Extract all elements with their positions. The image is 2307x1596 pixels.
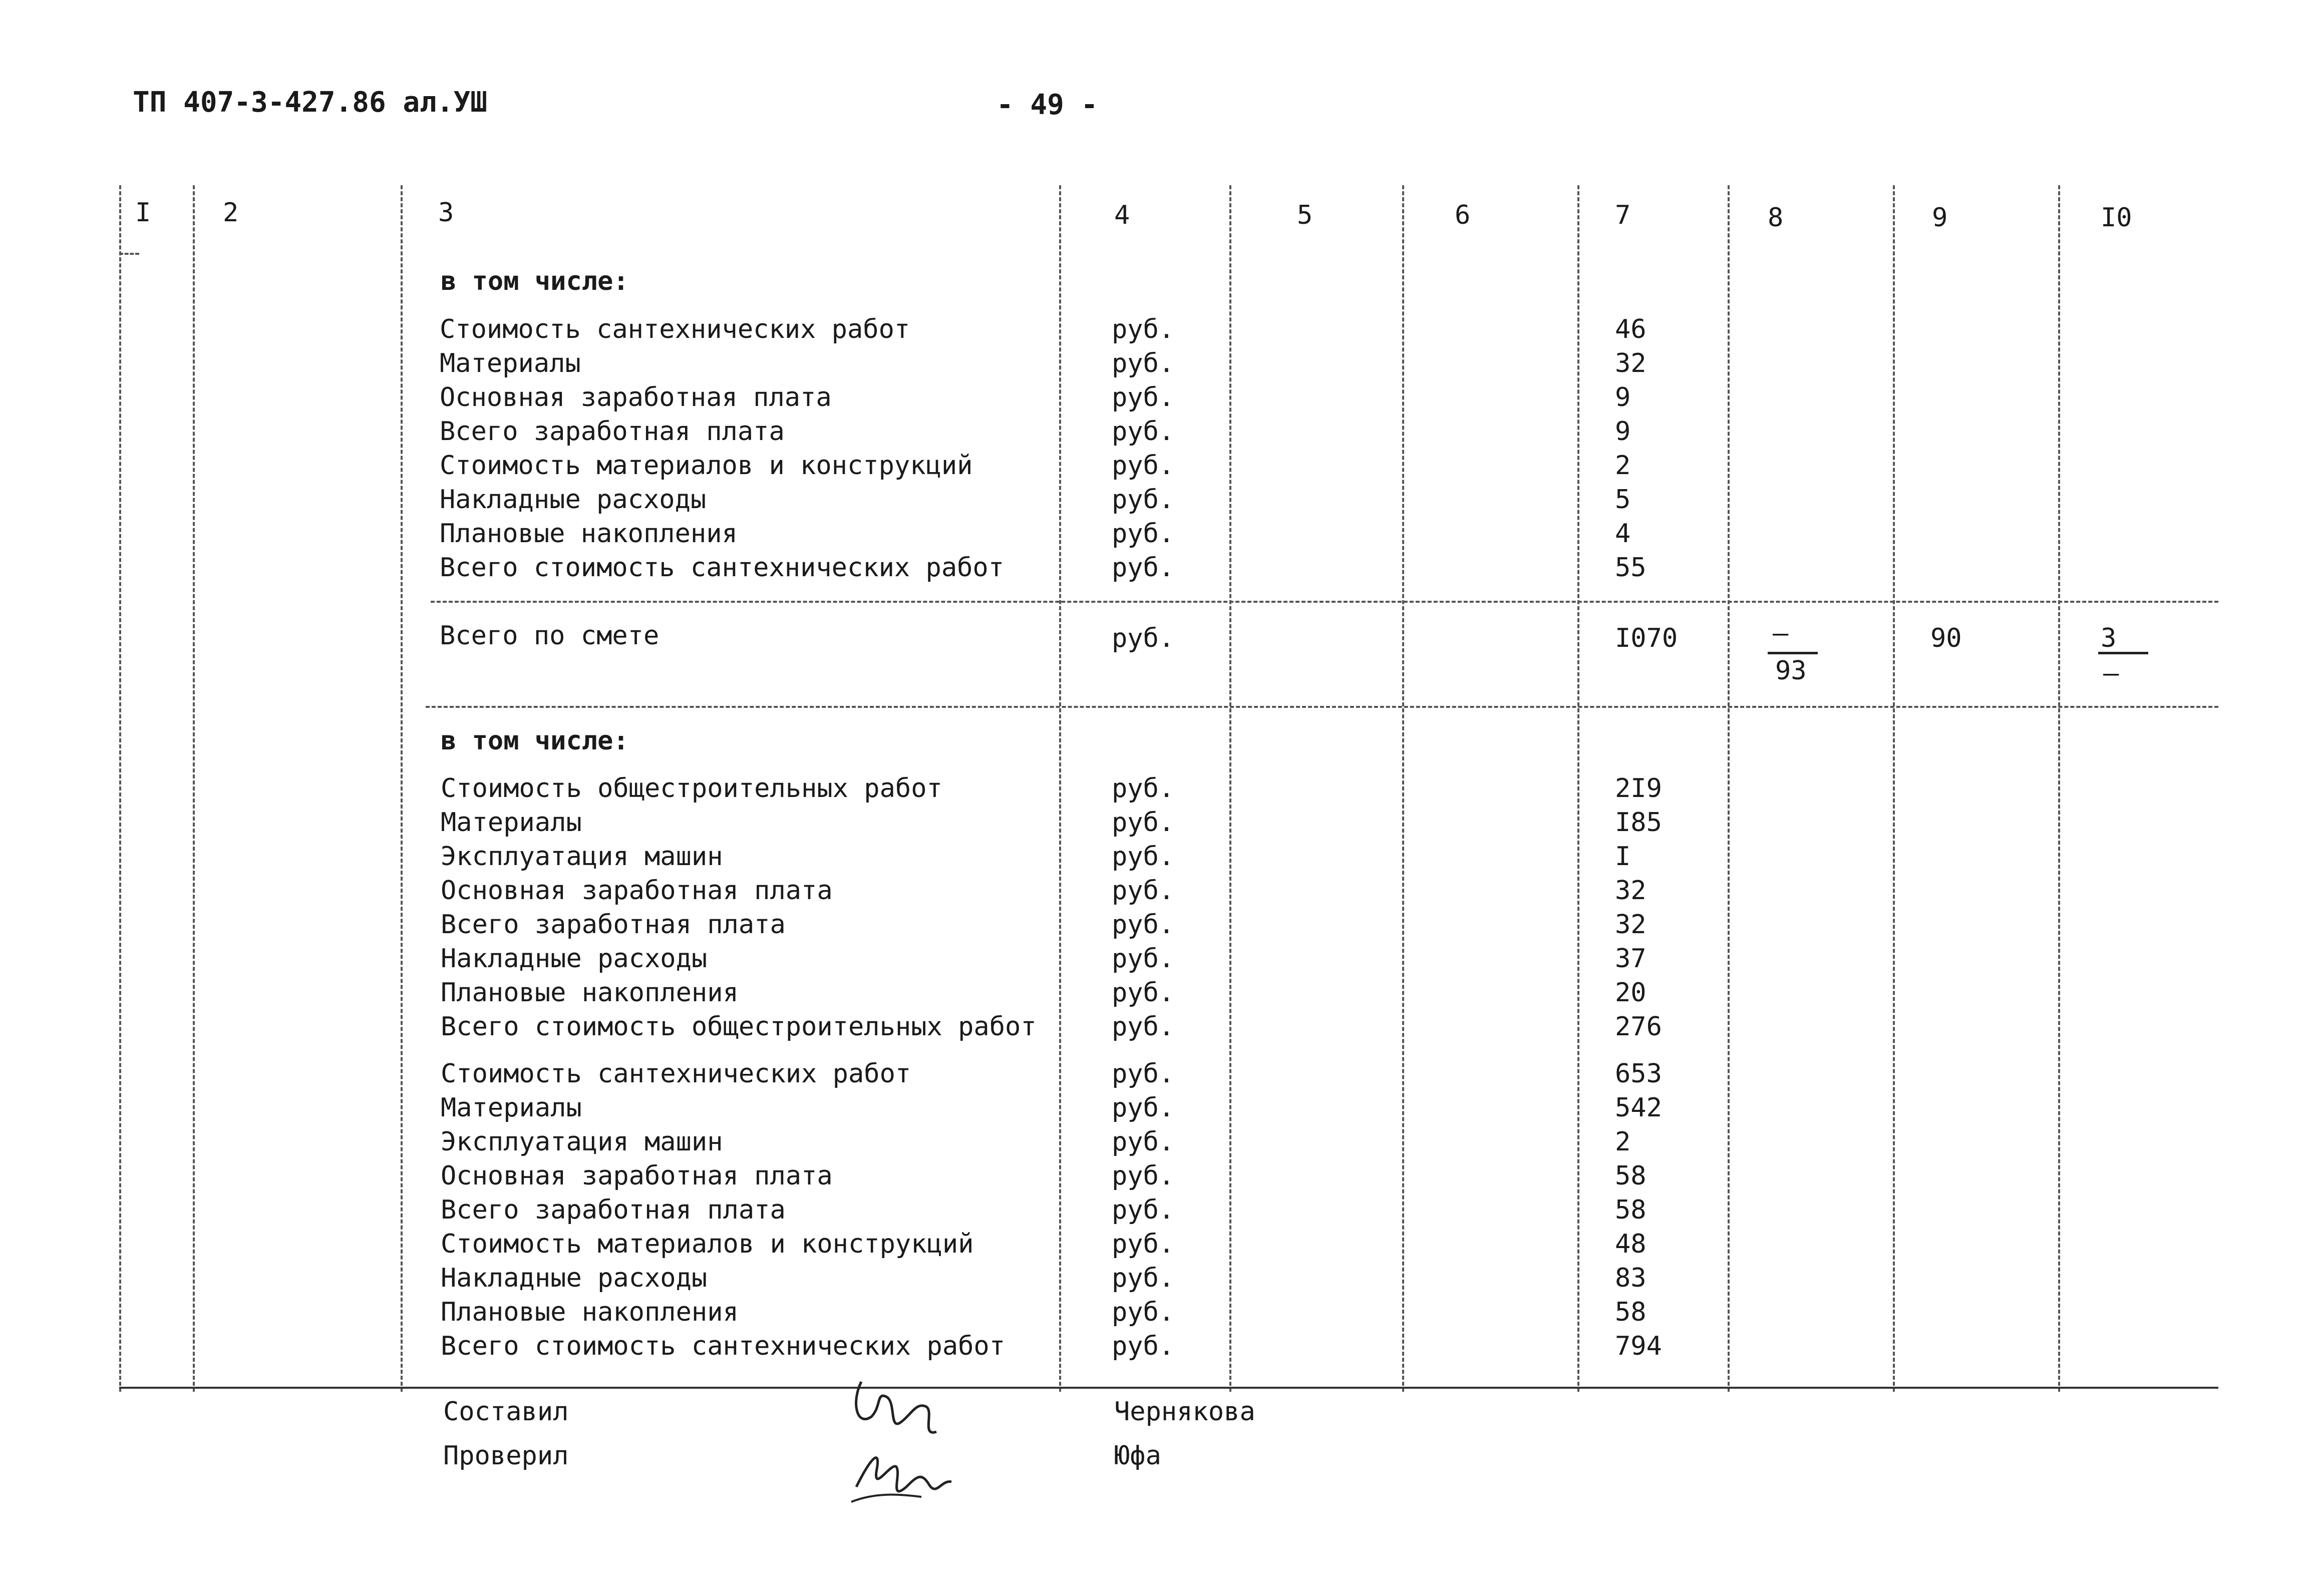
column-header: 5 (1297, 200, 1313, 230)
row-unit: руб. (1112, 1012, 1175, 1042)
row-name: Основная заработная плата (440, 382, 832, 413)
row-unit: руб. (1112, 876, 1175, 906)
handwritten-signature (841, 1372, 961, 1522)
row-value: 2I9 (1615, 773, 1662, 804)
row-value: 37 (1615, 944, 1646, 974)
row-unit: руб. (1112, 314, 1175, 344)
column-header: 6 (1455, 200, 1471, 230)
row-value: 9 (1615, 417, 1631, 447)
column-header: I0 (2101, 203, 2132, 233)
row-unit: руб. (1112, 842, 1175, 872)
row-name: Всего стоимость сантехнических работ (440, 553, 1005, 583)
row-value: 542 (1615, 1093, 1662, 1123)
row-unit: руб. (1112, 1161, 1175, 1191)
row-name: Эксплуатация машин (441, 842, 723, 872)
total-col7: I070 (1615, 623, 1678, 653)
row-name: Плановые накопления (440, 519, 738, 549)
row-value: 2 (1615, 1127, 1631, 1157)
row-name: Всего заработная плата (440, 417, 785, 447)
row-value: 46 (1615, 314, 1646, 344)
row-name: Материалы (440, 348, 581, 378)
row-name: Стоимость сантехнических работ (441, 1059, 911, 1089)
compiled-name: Чернякова (1114, 1397, 1255, 1427)
row-unit: руб. (1112, 1093, 1175, 1123)
row-name: Всего заработная плата (441, 910, 786, 940)
row-name: Основная заработная плата (441, 876, 833, 906)
fraction-bar (2098, 652, 2148, 654)
row-value: 9 (1615, 382, 1631, 413)
column-header: 7 (1615, 200, 1631, 230)
total-col9: 90 (1930, 623, 1962, 653)
row-unit: руб. (1112, 910, 1175, 940)
total-col10-top: 3 (2101, 623, 2117, 653)
row-value: 276 (1615, 1012, 1662, 1042)
compiled-label: Составил (443, 1397, 569, 1427)
column-header: 4 (1114, 200, 1130, 230)
page-number: - 49 - (997, 89, 1098, 121)
total-col8-top: – (1773, 618, 1789, 648)
column-header: 9 (1932, 203, 1948, 233)
total-col8-bottom: 93 (1775, 656, 1807, 686)
row-name: Плановые накопления (441, 1297, 739, 1327)
section-heading: в том числе: (441, 266, 629, 296)
row-value: 5 (1615, 485, 1631, 515)
row-name: Плановые накопления (441, 978, 739, 1008)
row-unit: руб. (1112, 1229, 1175, 1259)
row-name: Стоимость материалов и конструкций (441, 1229, 974, 1259)
row-value: 4 (1615, 519, 1631, 549)
row-value: 794 (1615, 1331, 1662, 1361)
checked-name: Юфа (1114, 1441, 1161, 1471)
row-value: 55 (1615, 553, 1646, 583)
row-value: 20 (1615, 978, 1646, 1008)
row-unit: руб. (1112, 382, 1175, 413)
row-unit: руб. (1112, 485, 1175, 515)
row-unit: руб. (1112, 978, 1175, 1008)
row-name: Стоимость общестроительных работ (441, 773, 942, 804)
row-unit: руб. (1112, 944, 1175, 974)
row-value: 83 (1615, 1263, 1646, 1293)
total-label: Всего по смете (440, 621, 660, 651)
row-unit: руб. (1112, 808, 1175, 838)
row-unit: руб. (1112, 1263, 1175, 1293)
row-value: I (1615, 842, 1631, 872)
row-name: Основная заработная плата (441, 1161, 833, 1191)
row-value: 58 (1615, 1161, 1646, 1191)
fraction-bar (1768, 652, 1818, 654)
row-value: 653 (1615, 1059, 1662, 1089)
row-name: Эксплуатация машин (441, 1127, 723, 1157)
row-name: Материалы (441, 808, 582, 838)
row-name: Накладные расходы (440, 485, 707, 515)
row-unit: руб. (1112, 773, 1175, 804)
row-unit: руб. (1112, 1297, 1175, 1327)
row-value: 48 (1615, 1229, 1646, 1259)
row-name: Стоимость сантехнических работ (440, 314, 910, 344)
row-value: 32 (1615, 910, 1646, 940)
total-col10-bottom: – (2103, 658, 2119, 688)
row-unit: руб. (1112, 553, 1175, 583)
row-unit: руб. (1112, 1059, 1175, 1089)
row-name: Всего стоимость сантехнических работ (441, 1331, 1006, 1361)
row-unit: руб. (1112, 348, 1175, 378)
total-unit: руб. (1112, 623, 1175, 653)
row-value: I85 (1615, 808, 1662, 838)
row-value: 32 (1615, 876, 1646, 906)
checked-label: Проверил (443, 1441, 569, 1471)
row-unit: руб. (1112, 1331, 1175, 1361)
row-unit: руб. (1112, 1195, 1175, 1225)
row-unit: руб. (1112, 519, 1175, 549)
column-header: 3 (438, 198, 454, 228)
document-code: ТП 407-3-427.86 ал.УШ (133, 86, 488, 119)
row-name: Всего заработная плата (441, 1195, 786, 1225)
column-header: 8 (1768, 203, 1784, 233)
row-value: 58 (1615, 1297, 1646, 1327)
column-header: 2 (223, 198, 239, 228)
row-name: Всего стоимость общестроительных работ (441, 1012, 1037, 1042)
row-name: Материалы (441, 1093, 582, 1123)
row-name: Стоимость материалов и конструкций (440, 451, 973, 481)
row-name: Накладные расходы (441, 1263, 708, 1293)
row-value: 32 (1615, 348, 1646, 378)
column-header: I (135, 198, 151, 228)
row-value: 58 (1615, 1195, 1646, 1225)
row-value: 2 (1615, 451, 1631, 481)
row-unit: руб. (1112, 417, 1175, 447)
row-name: Накладные расходы (441, 944, 708, 974)
row-unit: руб. (1112, 451, 1175, 481)
section-heading: в том числе: (441, 726, 629, 756)
row-unit: руб. (1112, 1127, 1175, 1157)
